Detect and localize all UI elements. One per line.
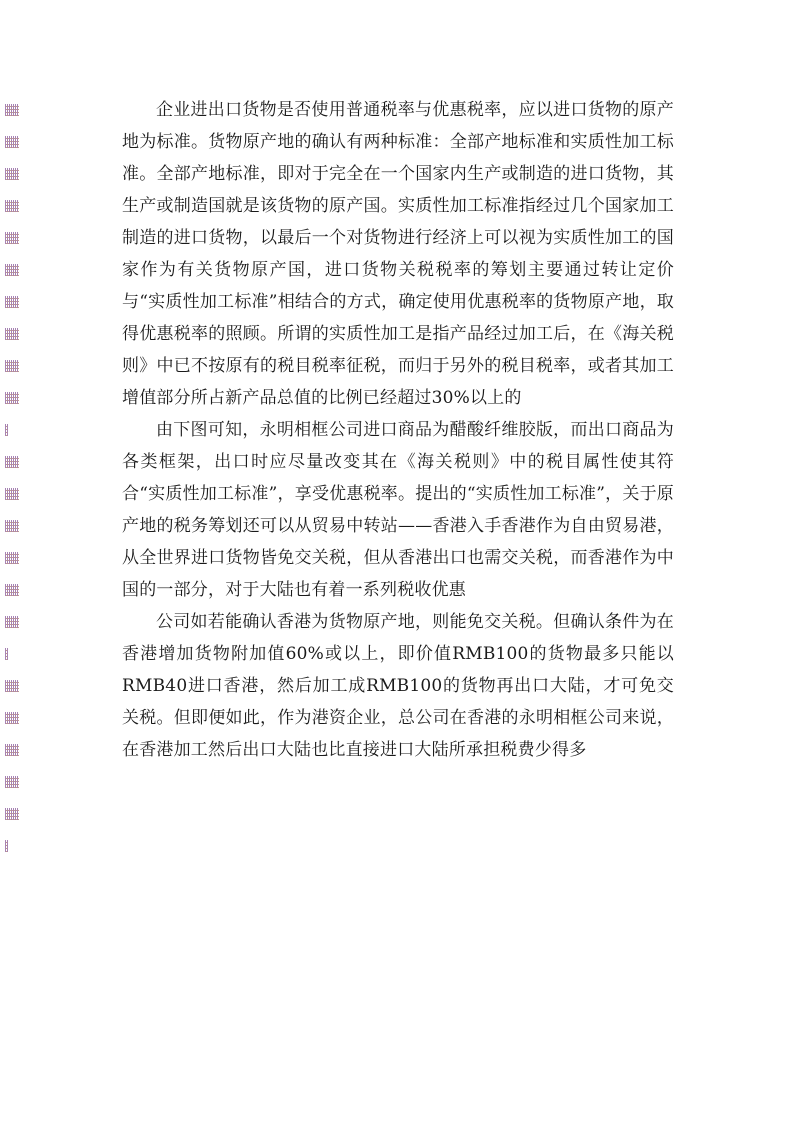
line-marker xyxy=(5,254,27,286)
line-marker xyxy=(5,638,27,670)
line-marker xyxy=(5,286,27,318)
line-marker xyxy=(5,94,27,126)
line-marker xyxy=(5,222,27,254)
line-marker xyxy=(5,510,27,542)
body-text xyxy=(122,94,674,766)
line-marker xyxy=(5,734,27,766)
line-marker xyxy=(5,798,27,830)
line-marker xyxy=(5,606,27,638)
line-marker xyxy=(5,670,27,702)
line-marker xyxy=(5,350,27,382)
line-marker xyxy=(5,158,27,190)
line-marker xyxy=(5,190,27,222)
line-marker xyxy=(5,318,27,350)
line-marker xyxy=(5,702,27,734)
margin-line-markers xyxy=(5,94,27,862)
line-marker xyxy=(5,446,27,478)
line-marker xyxy=(5,542,27,574)
line-marker xyxy=(5,382,27,414)
paragraph-origin-standards: 企业进出口货物是否使用普通税率与优惠税率，应以进口货物的原产地为标准。货物原产地的确认有两种标准：全部产地标准和实质性加工标准。全部产地标准，即对于完全在一个国家内生产或制造的进口货物，其生产或制造国就是该货物的原产国。实质性加工标准指经过几个国家加工制造的进口货物，以最后一个对货物进行经济上可以视为实质性加工的国家作为有关货物原产国，进口货物关税税率的筹划主要通过转让定价与“实质性加工标准”相结合的方式，确定使用优惠税率的货物原产地，取得优惠税率的照顾。所谓的实质性加工是指产品经过加工后，在《海关税则》中已不按原有的税目税率征税，而归于另外的税目税率，或者其加工增值部分所占新产品总值的比例已经超过30%以上的 xyxy=(122,100,674,408)
line-marker xyxy=(5,414,27,446)
line-marker xyxy=(5,126,27,158)
paragraph-value-added-condition: 公司如若能确认香港为货物原产地，则能免交关税。但确认条件为在香港增加货物附加值60%或以上，即价值RMB100的货物最多只能以RMB40进口香港，然后加工成RMB100的货物再出口大陆，才可免交关税。但即便如此，作为港资企业，总公司在香港的永明相框公司来说，在香港加工然后出口大陆也比直接进口大陆所承担税费少得多 xyxy=(122,612,674,760)
line-marker xyxy=(5,766,27,798)
line-marker xyxy=(5,478,27,510)
paragraph-yongming-hongkong: 由下图可知，永明相框公司进口商品为醋酸纤维胶版，而出口商品为各类框架，出口时应尽量改变其在《海关税则》中的税目属性使其符合“实质性加工标准”，享受优惠税率。提出的“实质性加工标准”，关于原产地的税务筹划还可以从贸易中转站——香港入手香港作为自由贸易港，从全世界进口货物皆免交关税，但从香港出口也需交关税，而香港作为中国的一部分，对于大陆也有着一系列税收优惠 xyxy=(122,420,674,600)
line-marker xyxy=(5,830,27,862)
line-marker xyxy=(5,574,27,606)
